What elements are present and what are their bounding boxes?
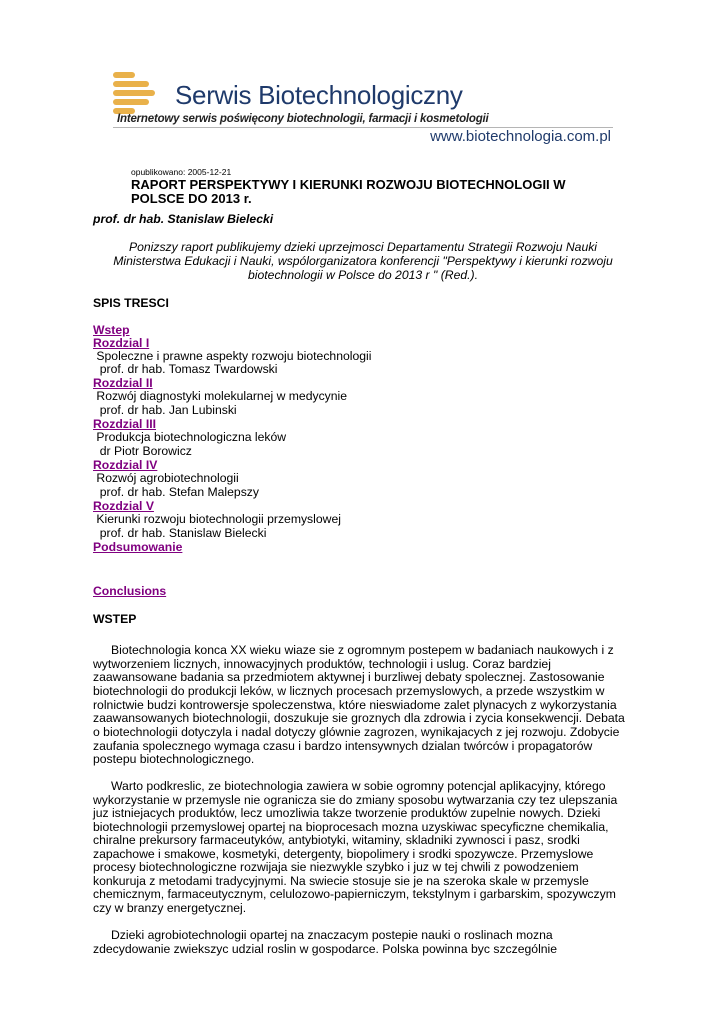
intro-line-2: Ministerstwa Edukacji i Nauki, wspólorganizatora konferencji "Perspektywy i kierunki rozwoju xyxy=(113,254,613,268)
toc-link-rozdzial-4[interactable]: Rozdzial IV xyxy=(93,458,158,472)
paragraph-line: o biotechnologii dotyczyla i nadal dotyczy glównie zagrozen, wynikajacych z jej rozwoju. Zdobycie xyxy=(93,725,620,739)
toc-chapter-author: prof. dr hab. Stefan Malepszy xyxy=(93,485,259,499)
paragraph-line: wykorzystanie w przemysle nie ogranicza sie do zmiany sposobu wytwarzania czy tez ulepszania xyxy=(93,793,618,807)
site-tagline: Internetowy serwis poświęcony biotechnologii, farmacji i kosmetologii xyxy=(117,113,489,125)
paragraph-line: chemicznym, farmaceutycznym, celulozowo-papierniczym, tekstylnym i garbarskim, spozywczym xyxy=(93,887,616,901)
toc-link-podsumowanie[interactable]: Podsumowanie xyxy=(93,540,183,554)
section-heading-wstep: WSTEP xyxy=(93,612,137,626)
paragraph-line: procesy biotechnologiczne rozwijaja sie niezwykle szybko i juz w tej chwili z powodzeniem xyxy=(93,860,579,874)
intro-line-3: biotechnologii w Polsce do 2013 r " (Red.). xyxy=(248,268,478,282)
toc-chapter-title: Rozwój diagnostyki molekularnej w medycynie xyxy=(93,389,348,403)
paragraph-line: zaawansowane badania sa przedmiotem aktywnej i burzliwej debaty spolecznej. Zastosowanie xyxy=(93,670,605,684)
paragraph-line: biotechnologii do produkcji leków, w licznych procesach przemyslowych, a przede wszystkim w xyxy=(93,684,605,698)
paragraph-line: juz istniejacych produktów, lecz umozliwia takze tworzenie produktów zupelnie nowych. Dzieki xyxy=(93,806,601,820)
toc-link-rozdzial-5[interactable]: Rozdzial V xyxy=(93,499,154,513)
site-banner xyxy=(91,66,633,152)
paragraph-line: konkuruja z metodami tradycyjnymi. Na swiecie stosuje sie je na szeroka skale w przemysle xyxy=(93,874,589,888)
article-title-line-1: RAPORT PERSPEKTYWY I KIERUNKI ROZWOJU BIOTECHNOLOGII W xyxy=(131,177,566,192)
toc-chapter-title: Spoleczne i prawne aspekty rozwoju biotechnologii xyxy=(93,349,372,363)
paragraph-line: wytworzeniem licznych, innowacyjnych produktów, technologii i uslug. Coraz bardziej xyxy=(93,657,551,671)
paragraph-line: zaawansowanych biotechnologii, doszukuje sie groznych dla zdrowia i zycia konsekwencji. Debata xyxy=(93,711,625,725)
toc-chapter-title: Produkcja biotechnologiczna leków xyxy=(93,430,287,444)
toc-chapter-title: Rozwój agrobiotechnologii xyxy=(93,471,239,485)
paragraph-line: czy w branzy energetycznej. xyxy=(93,901,247,915)
paragraph-line: zapachowe i smakowe, kosmetyki, detergenty, biopolimery i srodki spozywcze. Przemyslowe xyxy=(93,847,594,861)
paragraph-line: Dzieki agrobiotechnologii opartej na znaczacym postepie nauki o roslinach mozna xyxy=(111,928,553,942)
site-logo-icon xyxy=(113,72,155,116)
paragraph-line: zaufania spolecznego wymaga czasu i bardzo intensywnych dzialan twórców i propagatorów xyxy=(93,739,593,753)
toc-chapter-author: prof. dr hab. Tomasz Twardowski xyxy=(93,362,278,376)
paragraph-line: zdecydowanie zwiekszyc udzial roslin w gospodarce. Polska powinna byc szczególnie xyxy=(93,942,558,956)
paragraph-line: chiralne prekursory farmaceutyków, antybiotyki, witaminy, skladniki zywnosci i pasz, srodki xyxy=(93,833,580,847)
site-url[interactable]: www.biotechnologia.com.pl xyxy=(430,128,611,145)
toc-link-conclusions[interactable]: Conclusions xyxy=(93,584,167,598)
site-name: Serwis Biotechnologiczny xyxy=(175,80,463,110)
paragraph-line: biotechnologii przemyslowej opartej na bioprocesach mozna uzyskiwac specyficzne chemikalia, xyxy=(93,820,609,834)
toc-heading: SPIS TRESCI xyxy=(93,296,169,310)
paragraph-line: Warto podkreslic, ze biotechnologia zawiera w sobie ogromny potencjal aplikacyjny, którego xyxy=(111,779,606,793)
toc-link-rozdzial-3[interactable]: Rozdzial III xyxy=(93,417,156,431)
intro-line-1: Ponizszy raport publikujemy dzieki uprzejmosci Departamentu Strategii Rozwoju Nauki xyxy=(128,240,598,254)
toc-link-rozdzial-2[interactable]: Rozdzial II xyxy=(93,376,153,390)
article-author: prof. dr hab. Stanislaw Bielecki xyxy=(93,212,274,226)
toc-chapter-title: Kierunki rozwoju biotechnologii przemyslowej xyxy=(93,512,341,526)
toc-chapter-author: dr Piotr Borowicz xyxy=(93,444,192,458)
toc-chapter-author: prof. dr hab. Stanislaw Bielecki xyxy=(93,526,267,540)
article-title-line-2: POLSCE DO 2013 r. xyxy=(131,191,252,206)
toc-link-wstep[interactable]: Wstep xyxy=(93,323,130,337)
paragraph-line: postepu biotechnologicznego. xyxy=(93,752,255,766)
toc-link-rozdzial-1[interactable]: Rozdzial I xyxy=(93,336,150,350)
toc-chapter-author: prof. dr hab. Jan Lubinski xyxy=(93,403,237,417)
paragraph-line: Biotechnologia konca XX wieku wiaze sie z ogromnym postepem w badaniach naukowych i z xyxy=(111,643,614,657)
publish-date: opublikowano: 2005-12-21 xyxy=(131,167,232,177)
paragraph-line: rolnictwie budzi kontrowersje spoleczenstwa, które nieswiadome zalet plynacych z wykorzystania xyxy=(93,698,617,712)
